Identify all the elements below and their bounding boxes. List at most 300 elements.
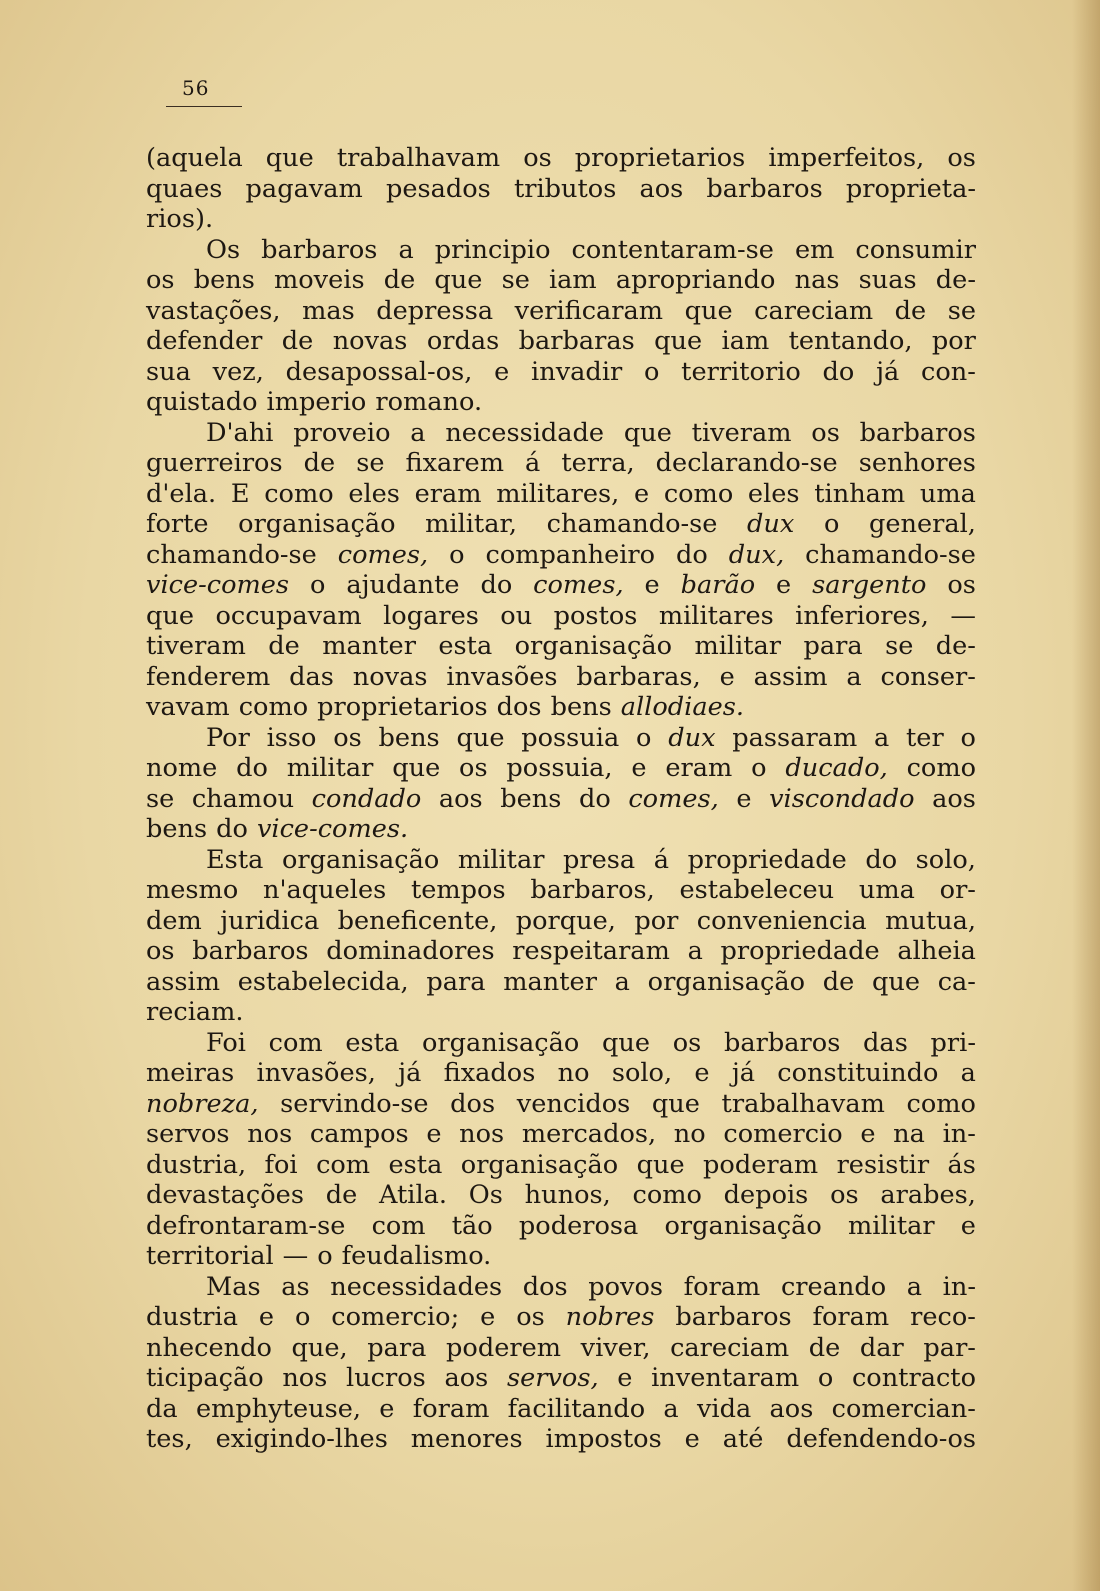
word: ás xyxy=(947,1149,976,1180)
word: as xyxy=(281,1271,310,1302)
word: por xyxy=(931,326,976,356)
word: aos xyxy=(639,173,684,204)
text-line xyxy=(146,326,976,357)
word: militar xyxy=(457,844,545,875)
word: chamando-se xyxy=(146,539,317,570)
text-line xyxy=(146,1119,976,1150)
word: o xyxy=(309,570,326,600)
text-line xyxy=(146,631,976,662)
word: sargento xyxy=(812,570,927,600)
text-line xyxy=(146,1058,976,1089)
word: que xyxy=(623,417,672,448)
word: propriedade xyxy=(720,936,880,966)
word: e xyxy=(480,1302,496,1332)
word: organisação xyxy=(514,631,672,661)
word: depois xyxy=(723,1180,809,1210)
word: poderam xyxy=(703,1149,819,1180)
word: como xyxy=(663,478,734,509)
word: se xyxy=(146,783,175,814)
word: que xyxy=(684,295,733,326)
word: reciam. xyxy=(146,997,244,1027)
body-text xyxy=(146,143,976,1455)
word: até xyxy=(722,1424,764,1454)
text-line xyxy=(146,143,976,174)
text-line xyxy=(146,204,976,235)
word: forte xyxy=(146,509,209,539)
word: beneficente, xyxy=(337,905,498,936)
word: ducado, xyxy=(785,753,888,783)
word: invasões xyxy=(446,661,558,692)
word: e xyxy=(258,1302,275,1332)
word: imperio xyxy=(266,387,367,417)
word: D'ahi xyxy=(206,417,274,448)
word: facilitando xyxy=(507,1393,646,1424)
word: vice-comes. xyxy=(256,814,409,844)
word: quistado xyxy=(146,387,258,417)
word: d'ela. xyxy=(146,478,217,509)
word: mas xyxy=(302,295,355,326)
word: possuia, xyxy=(506,753,613,783)
word: e xyxy=(631,753,647,783)
word: esta xyxy=(345,1027,400,1058)
word: para xyxy=(803,631,863,661)
word: e xyxy=(633,478,650,509)
word: tributos xyxy=(513,173,617,204)
page-number-rule xyxy=(166,106,242,107)
page-edge-shadow xyxy=(1072,0,1100,1591)
word: o xyxy=(823,509,840,539)
word: barbaras, xyxy=(576,661,701,692)
word: e xyxy=(494,356,510,387)
word: vavam xyxy=(146,692,230,722)
word: a xyxy=(663,1393,679,1424)
text-line xyxy=(146,1272,976,1303)
word: consumir xyxy=(855,234,976,265)
word: a xyxy=(846,661,862,692)
text-line xyxy=(146,1302,976,1333)
word: que, xyxy=(291,1332,348,1363)
word: foi xyxy=(264,1149,298,1180)
word: foram xyxy=(812,1302,890,1332)
word: campos xyxy=(309,1119,409,1149)
word: moveis xyxy=(273,265,365,295)
word: alheia xyxy=(897,936,976,966)
word: careciam xyxy=(670,1332,790,1363)
word: contracto xyxy=(851,1363,976,1393)
word: emphyteuse, xyxy=(195,1393,362,1424)
word: de xyxy=(808,1332,841,1363)
word: dos xyxy=(496,692,542,722)
word: bens xyxy=(378,722,440,753)
word: ticipação xyxy=(146,1363,264,1393)
word: com xyxy=(268,1027,323,1058)
text-line xyxy=(146,875,976,906)
word: os xyxy=(333,722,362,753)
word: ou xyxy=(500,600,533,631)
word: ca- xyxy=(937,966,976,997)
word: solo, xyxy=(611,1058,673,1088)
word: os xyxy=(146,936,175,966)
word: tes, xyxy=(146,1424,193,1454)
word: propriedade xyxy=(687,844,847,875)
word: barbaros, xyxy=(530,875,655,905)
text-line xyxy=(146,723,976,754)
word: romano. xyxy=(375,387,483,417)
text-line xyxy=(146,265,976,296)
word: lucros xyxy=(346,1363,426,1393)
word: dustria, xyxy=(146,1149,247,1180)
word: territorial xyxy=(146,1241,274,1271)
word: rios). xyxy=(146,204,214,234)
word: trabalhavam xyxy=(721,1088,885,1119)
text-line xyxy=(146,814,976,845)
word: chamando-se xyxy=(805,539,976,570)
word: e xyxy=(617,1363,633,1393)
word: arabes, xyxy=(880,1180,976,1210)
word: inventaram xyxy=(651,1363,800,1393)
text-line xyxy=(146,1028,976,1059)
word: do xyxy=(865,844,898,875)
word: general, xyxy=(868,509,976,539)
word: fixados xyxy=(443,1058,536,1088)
word: o xyxy=(960,722,976,753)
word: se xyxy=(501,265,530,295)
word: nos xyxy=(247,1119,293,1149)
word: no xyxy=(557,1058,590,1088)
word: Esta xyxy=(206,844,264,875)
word: eram xyxy=(414,478,482,509)
word: os xyxy=(146,265,175,295)
word: que xyxy=(392,753,441,783)
word: comes, xyxy=(628,783,719,814)
word: dar xyxy=(859,1332,904,1363)
word: tiveram xyxy=(146,631,246,661)
word: dos xyxy=(450,1088,496,1119)
word: tão xyxy=(451,1210,493,1241)
word: imperfeitos, xyxy=(768,143,925,173)
text-line xyxy=(146,570,976,601)
word: de xyxy=(325,1180,358,1210)
word: do xyxy=(236,753,268,783)
word: organisação xyxy=(647,966,806,997)
word: viver, xyxy=(580,1332,651,1363)
word: mesmo xyxy=(146,875,239,905)
word: comercio xyxy=(723,1119,843,1149)
word: aos xyxy=(932,783,976,814)
word: par- xyxy=(923,1332,976,1363)
word: que xyxy=(871,966,920,997)
word: do xyxy=(676,539,708,570)
word: barbaras xyxy=(518,326,635,356)
word: inferiores, xyxy=(795,600,929,631)
word: como xyxy=(632,1180,702,1210)
word: organisação xyxy=(664,1210,822,1241)
text-line xyxy=(146,1241,976,1272)
text-line xyxy=(146,1211,976,1242)
word: tentando, xyxy=(788,326,913,356)
word: barbaros xyxy=(706,173,823,204)
word: dem xyxy=(146,905,202,936)
word: n'aqueles xyxy=(262,875,387,905)
word: e xyxy=(694,1058,710,1088)
word: comercian- xyxy=(831,1393,976,1424)
text-line xyxy=(146,540,976,571)
word: nas xyxy=(794,265,840,295)
word: e xyxy=(776,570,792,600)
word: em xyxy=(794,234,835,265)
text-line xyxy=(146,1394,976,1425)
word: do xyxy=(216,814,248,844)
word: E xyxy=(230,478,250,509)
word: e xyxy=(719,661,735,692)
word: novas xyxy=(332,326,408,356)
word: nobreza, xyxy=(146,1088,259,1119)
word: o xyxy=(294,1302,311,1332)
word: barbaros xyxy=(675,1302,792,1332)
word: a xyxy=(687,936,703,966)
text-line xyxy=(146,784,976,815)
word: do xyxy=(578,783,611,814)
word: organisação xyxy=(281,844,440,875)
word: companheiro xyxy=(485,539,656,570)
word: resistir xyxy=(836,1149,930,1180)
word: da xyxy=(146,1393,178,1424)
word: pri- xyxy=(930,1027,976,1058)
word: verificaram xyxy=(514,295,664,326)
word: respeitaram xyxy=(512,936,670,966)
word: foram xyxy=(683,1271,761,1302)
text-line xyxy=(146,1333,976,1364)
word: Foi xyxy=(206,1027,246,1058)
word: o xyxy=(751,753,767,783)
word: vida xyxy=(696,1393,752,1424)
text-line xyxy=(146,936,976,967)
word: iam xyxy=(721,326,770,356)
word: no xyxy=(673,1119,706,1149)
word: e xyxy=(426,1119,442,1149)
word: senhores xyxy=(858,448,976,478)
word: servos xyxy=(146,1119,230,1149)
word: organisação xyxy=(421,1027,580,1058)
word: foram xyxy=(412,1393,490,1424)
word: porque, xyxy=(515,905,616,936)
text-line xyxy=(146,845,976,876)
word: depressa xyxy=(376,295,494,326)
word: bens xyxy=(500,783,562,814)
word: vez, xyxy=(212,356,264,387)
word: uma xyxy=(919,478,976,509)
word: para xyxy=(367,1332,427,1363)
text-line xyxy=(146,448,976,479)
word: se xyxy=(947,295,976,326)
word: com xyxy=(371,1210,426,1241)
word: proprietarios xyxy=(574,143,746,173)
word: povos xyxy=(588,1271,664,1302)
word: dux xyxy=(747,509,795,539)
word: o xyxy=(636,722,652,753)
word: como xyxy=(906,1088,976,1119)
word: os xyxy=(947,570,976,600)
text-line xyxy=(146,692,976,723)
word: feudalismo. xyxy=(341,1241,492,1271)
word: de xyxy=(281,326,314,356)
word: mutua, xyxy=(885,905,976,936)
word: se xyxy=(885,631,914,661)
word: exigindo-lhes xyxy=(215,1424,388,1454)
word: os xyxy=(672,1027,702,1058)
word: que xyxy=(434,265,483,295)
word: contentaram-se xyxy=(571,234,774,265)
text-line xyxy=(146,174,976,205)
word: das xyxy=(863,1027,908,1058)
word: uma xyxy=(858,875,915,905)
word: suas xyxy=(858,265,917,295)
word: in- xyxy=(942,1271,976,1302)
word: assim xyxy=(146,966,220,997)
word: nos xyxy=(459,1119,505,1149)
page-number: 56 xyxy=(182,76,210,100)
word: impostos xyxy=(545,1424,662,1454)
text-line xyxy=(146,235,976,266)
word: servos, xyxy=(506,1363,599,1393)
word: presa xyxy=(563,844,636,875)
word: servindo-se xyxy=(280,1088,429,1119)
word: que xyxy=(456,722,505,753)
word: barão xyxy=(680,570,756,600)
word: de xyxy=(268,631,300,661)
text-line xyxy=(146,418,976,449)
word: isso xyxy=(266,722,317,753)
word: esta xyxy=(438,631,493,661)
word: proprieta- xyxy=(845,173,976,204)
word: meiras xyxy=(146,1058,235,1088)
word: poderosa xyxy=(518,1210,639,1241)
word: conser- xyxy=(880,661,976,692)
word: militares xyxy=(658,600,774,631)
word: necessidade xyxy=(445,417,605,448)
word: Os xyxy=(206,234,241,265)
word: e xyxy=(736,783,752,814)
word: proprietarios xyxy=(317,692,488,722)
word: barbaros xyxy=(192,936,309,966)
word: nobres xyxy=(565,1302,655,1332)
word: que xyxy=(146,600,195,631)
word: possuia xyxy=(521,722,620,753)
word: vencidos xyxy=(516,1088,631,1119)
word: já xyxy=(731,1058,756,1088)
word: militar xyxy=(694,631,782,661)
word: invasões, xyxy=(256,1058,376,1088)
word: de- xyxy=(935,265,976,295)
word: poderem xyxy=(446,1332,562,1363)
word: como xyxy=(264,478,334,509)
word: chamou xyxy=(191,783,295,814)
word: (aquela xyxy=(146,143,243,173)
word: e xyxy=(684,1424,700,1454)
word: dos xyxy=(522,1271,568,1302)
word: quaes xyxy=(146,173,223,204)
word: o xyxy=(644,356,660,387)
word: eles xyxy=(747,478,800,509)
word: creando xyxy=(780,1271,887,1302)
word: os xyxy=(516,1302,545,1332)
word: defender xyxy=(146,326,263,356)
word: vastações, xyxy=(146,295,281,326)
text-line xyxy=(146,967,976,998)
word: que xyxy=(651,1088,700,1119)
word: das xyxy=(289,661,334,692)
word: assim xyxy=(753,661,828,692)
word: hunos, xyxy=(524,1180,611,1210)
text-line xyxy=(146,753,976,784)
word: organisação xyxy=(238,509,396,539)
word: para xyxy=(426,966,486,997)
word: com xyxy=(316,1149,371,1180)
word: que xyxy=(636,1149,685,1180)
text-line xyxy=(146,387,976,418)
word: do xyxy=(822,356,855,387)
word: solo, xyxy=(915,844,976,875)
word: desapossal-os, xyxy=(285,356,473,387)
word: e xyxy=(379,1393,395,1424)
word: organisação xyxy=(460,1149,619,1180)
word: Atila. xyxy=(378,1180,448,1210)
word: ajudante xyxy=(346,570,460,600)
word: principio xyxy=(434,234,551,265)
word: nhecendo xyxy=(146,1332,272,1363)
word: tinham xyxy=(814,478,906,509)
word: defendendo-os xyxy=(786,1424,976,1454)
word: pagavam xyxy=(245,173,363,204)
word: a xyxy=(398,234,414,265)
word: necessidades xyxy=(330,1271,503,1302)
word: eram xyxy=(665,753,733,783)
text-line xyxy=(146,1150,976,1181)
word: de xyxy=(822,966,855,997)
word: constituindo xyxy=(777,1058,939,1088)
word: como xyxy=(906,753,976,783)
word: passaram xyxy=(732,722,858,753)
word: novas xyxy=(352,661,428,692)
word: reco- xyxy=(910,1302,976,1332)
word: que xyxy=(654,326,703,356)
word: comes, xyxy=(337,539,429,570)
word: estabelecida, xyxy=(237,966,409,997)
text-line xyxy=(146,662,976,693)
word: que xyxy=(602,1027,651,1058)
word: militar, xyxy=(425,509,518,539)
word: já xyxy=(876,356,900,387)
text-line xyxy=(146,1180,976,1211)
word: con- xyxy=(921,356,976,387)
word: apropriando xyxy=(615,265,776,295)
word: viscondado xyxy=(769,783,915,814)
text-line xyxy=(146,997,976,1028)
word: de xyxy=(383,265,416,295)
word: proveio xyxy=(293,417,391,448)
word: de xyxy=(894,295,927,326)
word: e xyxy=(644,570,660,600)
word: logares xyxy=(383,600,479,631)
word: allodiaes. xyxy=(620,692,745,722)
word: dominadores xyxy=(326,936,495,966)
text-line xyxy=(146,1363,976,1394)
word: occupavam xyxy=(215,600,362,631)
word: Os xyxy=(468,1180,503,1210)
word: por xyxy=(634,905,679,936)
text-line xyxy=(146,601,976,632)
word: á xyxy=(525,448,541,478)
